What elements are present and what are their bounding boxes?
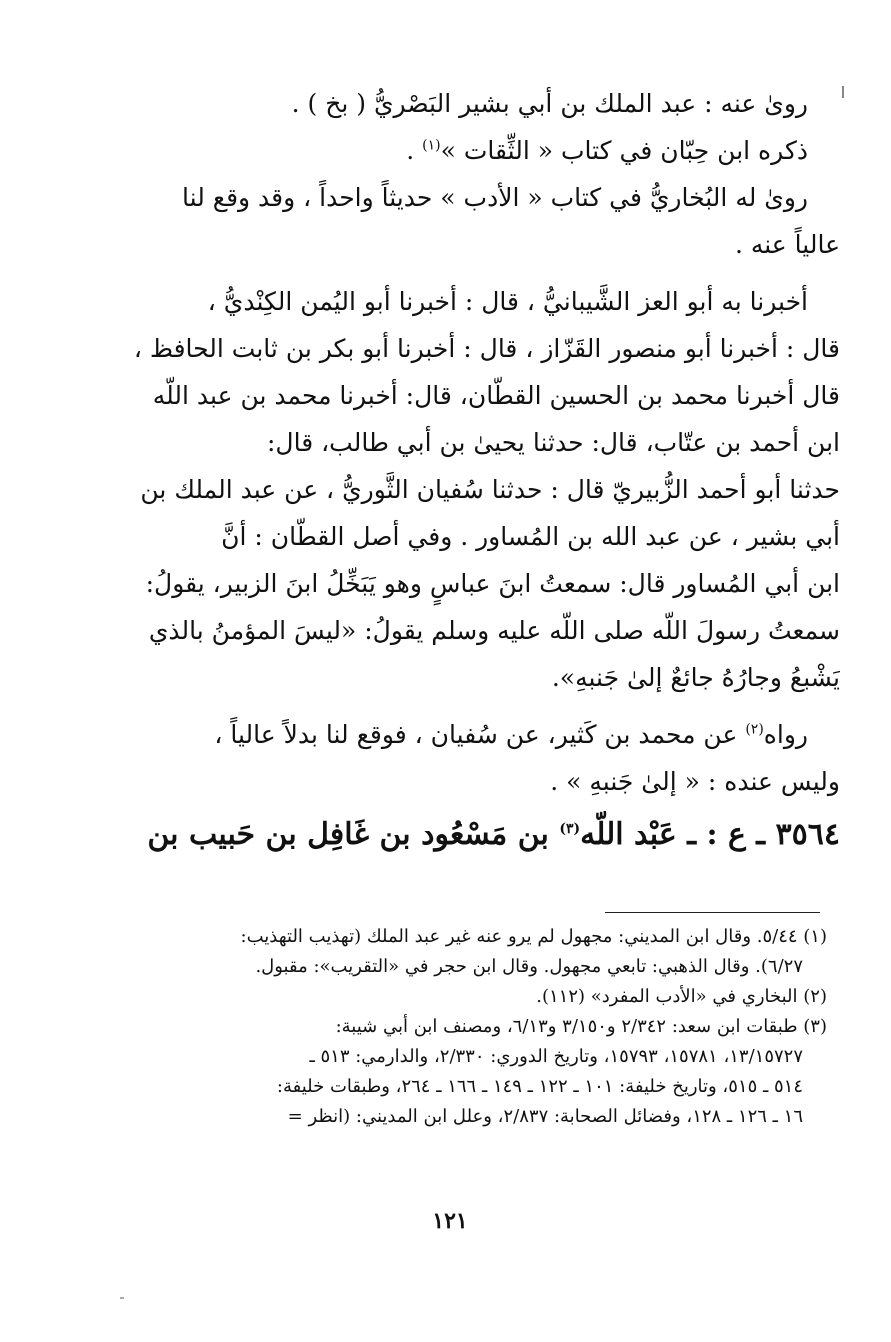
text-segment: . — [406, 136, 423, 165]
text-segment: ذكره ابن حِبّان في كتاب « الثِّقات » — [440, 136, 808, 165]
margin-mark — [842, 86, 844, 98]
text-segment: بن مَسْعُود بن غَافِل بن حَبيب بن — [147, 817, 560, 852]
text-line: روىٰ له البُخاريُّ في كتاب « الأدب » حديثاً واحداً ، وقد وقع لنا — [182, 183, 808, 212]
text-line: ابن أبي المُساور قال: سمعتُ ابنَ عباسٍ وهو يَبَخِّلُ ابنَ الزبير، يقولُ: — [145, 569, 840, 598]
text-line: عالياً عنه . — [734, 230, 840, 259]
footnote-ref-1[interactable]: (١) — [422, 137, 441, 154]
text-line: أبي بشير ، عن عبد الله بن المُساور . وفي أصل القطّان : أنَّ — [221, 522, 840, 551]
text-line: روىٰ عنه : عبد الملك بن أبي بشير البَصْريُّ ( بخ ) . — [291, 89, 808, 118]
footnotes — [115, 922, 827, 1132]
page-number: ١٢١ — [432, 1208, 468, 1234]
text-line: قال أخبرنا محمد بن الحسين القطّان، قال: أخبرنا محمد بن عبد اللّه — [152, 381, 840, 410]
text-line: قال : أخبرنا أبو منصور القَزّاز ، قال : أخبرنا أبو بكر بن ثابت الحافظ ، — [133, 334, 840, 363]
footnote-line: ١٦ ـ ١٢٦ ـ ١٢٨، وفضائل الصحابة: ٢/٨٣٧، وعلل ابن المديني: (انظر = — [287, 1106, 803, 1127]
footnote-ref-2[interactable]: (٢) — [745, 721, 764, 738]
text-line: ابن أحمد بن عتّاب، قال: حدثنا يحيىٰ بن أبي طالب، قال: — [266, 428, 840, 457]
text-line: وليس عنده : « إلىٰ جَنبهِ » . — [550, 767, 840, 796]
footnote-divider — [605, 912, 820, 913]
entry-heading — [120, 811, 840, 858]
text-segment: عن محمد بن كَثير، عن سُفيان ، فوقع لنا بدلاً عالياً ، — [214, 720, 746, 749]
main-text — [120, 80, 840, 858]
footnote-line: (٢) البخاري في «الأدب المفرد» (١١٢). — [536, 986, 827, 1007]
text-line — [120, 711, 840, 758]
footnote-ref-3[interactable]: (٣) — [559, 821, 581, 837]
text-segment: ٣٥٦٤ ـ ع : ـ عَبْد اللّه — [580, 817, 840, 852]
footnote-line: ١٣/١٥٧٢٧، ١٥٧٨١، ١٥٧٩٣، وتاريخ الدوري: ٢/٣٣٠، والدارمي: ٥١٣ ـ — [309, 1046, 803, 1067]
footnote-line: ٥١٤ ـ ٥١٥، وتاريخ خليفة: ١٠١ ـ ١٢٢ ـ ١٤٩ ـ ١٦٦ ـ ٢٦٤، وطبقات خليفة: — [276, 1076, 803, 1097]
text-line: أخبرنا به أبو العز الشَّيبانيُّ ، قال : أخبرنا أبو اليُمن الكِنْديُّ ، — [207, 287, 808, 316]
scan-mark — [120, 1297, 124, 1299]
text-line — [120, 127, 840, 174]
footnote-line: (١) ٥/٤٤. وقال ابن المديني: مجهول لم يرو عنه غير عبد الملك (تهذيب التهذيب: — [240, 926, 827, 947]
text-line: حدثنا أبو أحمد الزُّبيريّ قال : حدثنا سُفيان الثَّوريُّ ، عن عبد الملك بن — [140, 475, 840, 504]
footnote-line: ٦/٢٧). وقال الذهبي: تابعي مجهول. وقال ابن حجر في «التقريب»: مقبول. — [255, 956, 803, 977]
text-segment: رواه — [763, 720, 808, 749]
footnote-line: (٣) طبقات ابن سعد: ٢/٣٤٢ و٣/١٥٠ و٦/١٣، ومصنف ابن أبي شيبة: — [335, 1016, 827, 1037]
text-line: يَشْبعُ وجارُهُ جائعٌ إلىٰ جَنبهِ». — [551, 663, 840, 692]
text-line: سمعتُ رسولَ اللّه صلى اللّه عليه وسلم يقولُ: «ليسَ المؤمنُ بالذي — [148, 616, 840, 645]
